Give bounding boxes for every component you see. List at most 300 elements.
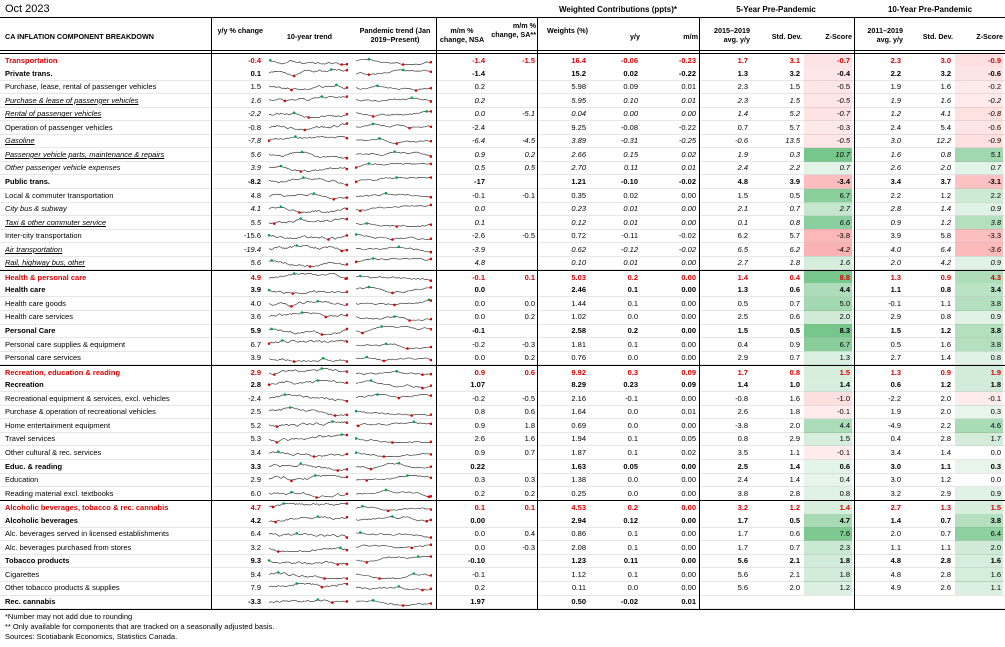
contrib-yy: 0.1 xyxy=(627,339,638,349)
header-weights: Weights (%) xyxy=(547,26,588,35)
five-year-sd: 0.8 xyxy=(789,217,800,227)
ten-year-avg: 1.2 xyxy=(890,109,901,119)
contrib-yy: 0.01 xyxy=(623,258,638,268)
row-name: Education xyxy=(5,475,39,485)
ten-year-avg: 0.9 xyxy=(890,217,901,227)
contrib-yy: 0.0 xyxy=(627,475,638,485)
five-year-avg: 1.5 xyxy=(737,326,748,335)
row-name: City bus & subway xyxy=(5,204,67,214)
weight: 16.4 xyxy=(571,56,586,65)
trend-sparkline xyxy=(268,216,351,230)
trend-sparkline xyxy=(268,419,351,433)
contrib-mm: 0.02 xyxy=(681,447,696,457)
weight: 0.11 xyxy=(571,583,586,593)
five-year-sd: 0.9 xyxy=(789,339,800,349)
ten-year-sd: 0.9 xyxy=(940,367,951,377)
ten-year-avg: 2.4 xyxy=(890,122,901,132)
contrib-mm: 0.00 xyxy=(681,542,696,552)
contrib-yy: 0.1 xyxy=(627,298,638,308)
pandemic-sparkline xyxy=(355,80,435,94)
ten-year-sd: 5.4 xyxy=(940,122,951,132)
weight: 0.72 xyxy=(571,231,586,241)
row-name: Other cultural & rec. services xyxy=(5,447,102,457)
mm-change-nsa: 0.2 xyxy=(474,82,485,92)
five-year-z: -0.1 xyxy=(804,446,852,460)
pandemic-sparkline xyxy=(355,581,435,595)
mm-change-nsa: 0.2 xyxy=(474,95,485,105)
row-name: Alc. beverages served in licensed establishments xyxy=(5,529,169,539)
ten-year-sd: 1.1 xyxy=(940,542,951,552)
five-year-avg: 1.4 xyxy=(737,380,748,390)
weight: 0.86 xyxy=(571,529,586,539)
five-year-sd: 1.0 xyxy=(789,380,800,390)
yy-change: 6.7 xyxy=(250,339,261,349)
row-name: Rental of passenger vehicles xyxy=(5,109,102,119)
five-year-z: 5.0 xyxy=(804,297,852,311)
yy-change: 3.4 xyxy=(250,447,261,457)
five-year-avg: 0.4 xyxy=(737,339,748,349)
weight: 1.44 xyxy=(571,298,586,308)
five-year-sd: 1.8 xyxy=(789,258,800,268)
five-year-sd: 2.1 xyxy=(789,569,800,579)
mm-change-sa: -5.1 xyxy=(522,109,535,119)
five-year-z: 1.3 xyxy=(804,351,852,365)
mm-change-sa: -0.1 xyxy=(522,190,535,200)
trend-sparkline xyxy=(268,541,351,555)
five-year-sd: 0.7 xyxy=(789,353,800,363)
ten-year-sd: 1.2 xyxy=(940,475,951,485)
ten-year-z: 4.3 xyxy=(955,271,1003,284)
five-year-avg: 1.3 xyxy=(737,68,748,78)
contrib-yy: 0.11 xyxy=(623,163,638,173)
yy-change: 3.6 xyxy=(250,312,261,322)
mm-change-sa xyxy=(487,121,537,135)
contrib-mm: -0.02 xyxy=(678,231,696,241)
ten-year-avg xyxy=(855,595,903,609)
weight: 2.70 xyxy=(571,163,586,173)
contrib-mm: 0.00 xyxy=(681,190,696,200)
weight: 1.64 xyxy=(571,407,586,417)
five-year-avg: 5.6 xyxy=(737,556,748,566)
five-year-sd: 3.1 xyxy=(789,56,800,65)
ten-year-z: 3.4 xyxy=(955,283,1003,297)
five-year-sd: 0.7 xyxy=(789,298,800,308)
weight: 1.81 xyxy=(571,339,586,349)
row-name: Transportation xyxy=(5,56,58,65)
contrib-mm: 0.00 xyxy=(681,515,696,525)
pandemic-sparkline xyxy=(355,527,435,541)
pandemic-sparkline xyxy=(355,216,435,230)
ten-year-sd: 1.3 xyxy=(940,503,951,513)
ten-year-sd: 2.0 xyxy=(940,393,951,403)
contrib-yy: 0.05 xyxy=(623,461,638,471)
mm-change-nsa: 0.3 xyxy=(474,475,485,485)
contrib-mm: 0.09 xyxy=(681,380,696,390)
yy-change: -0.4 xyxy=(248,56,261,65)
five-year-z: 7.6 xyxy=(804,527,852,541)
mm-change-nsa: 1.97 xyxy=(470,597,485,606)
mm-change-sa xyxy=(487,175,537,189)
weight: 0.25 xyxy=(571,488,586,498)
ten-year-avg: 1.5 xyxy=(890,326,901,335)
weight: 9.92 xyxy=(571,367,586,377)
trend-sparkline xyxy=(268,595,351,609)
contrib-yy: -0.10 xyxy=(620,176,638,186)
weight: 1.02 xyxy=(571,312,586,322)
five-year-sd: 3.2 xyxy=(789,68,800,78)
trend-sparkline xyxy=(268,297,351,311)
five-year-avg: 2.3 xyxy=(737,95,748,105)
yy-change: 4.8 xyxy=(250,190,261,200)
pandemic-sparkline xyxy=(355,148,435,162)
yy-change: 2.9 xyxy=(250,367,261,377)
ten-year-sd: 2.0 xyxy=(940,407,951,417)
mm-change-sa: -0.5 xyxy=(522,231,535,241)
column-divider xyxy=(699,17,700,609)
trend-sparkline xyxy=(268,107,351,121)
ten-year-avg: 4.0 xyxy=(890,244,901,254)
mm-change-nsa: 1.07 xyxy=(470,380,485,390)
mm-change-sa xyxy=(487,216,537,230)
contrib-yy: -0.12 xyxy=(620,244,638,254)
five-year-avg: 2.9 xyxy=(737,353,748,363)
contrib-mm: 0.00 xyxy=(681,420,696,430)
row-name: Alcoholic beverages, tobacco & rec. cannabis xyxy=(5,503,169,513)
five-year-z: 1.5 xyxy=(804,366,852,379)
weight: 2.46 xyxy=(571,285,586,295)
five-year-sd: 0.4 xyxy=(789,272,800,282)
ten-year-z: 1.7 xyxy=(955,432,1003,446)
ten-year-z: 1.6 xyxy=(955,554,1003,568)
five-year-z: -0.7 xyxy=(804,54,852,67)
weight: 15.2 xyxy=(571,68,586,78)
weight: 0.04 xyxy=(571,109,586,119)
pandemic-sparkline xyxy=(355,134,435,148)
five-year-sd: 0.3 xyxy=(789,149,800,159)
weight: 0.35 xyxy=(571,190,586,200)
ten-year-avg: 1.9 xyxy=(890,407,901,417)
row-name: Purchase & lease of passenger vehicles xyxy=(5,95,139,105)
mm-change-sa xyxy=(487,283,537,297)
weight: 2.08 xyxy=(571,542,586,552)
trend-sparkline xyxy=(268,405,351,419)
ten-year-avg: 1.9 xyxy=(890,95,901,105)
ten-year-avg: 2.3 xyxy=(890,56,901,65)
trend-sparkline xyxy=(268,460,351,474)
footnote-sa: ** Only available for components that are tracked on a seasonally adjusted basis. xyxy=(5,622,275,631)
ten-year-sd: 0.7 xyxy=(940,515,951,525)
ten-year-avg: 1.4 xyxy=(890,515,901,525)
mm-change-sa xyxy=(487,595,537,609)
mm-change-nsa: 0.22 xyxy=(470,461,485,471)
five-year-z xyxy=(804,595,852,609)
ten-year-avg: 2.0 xyxy=(890,529,901,539)
mm-change-nsa: -0.2 xyxy=(472,393,485,403)
five-year-z: 8.3 xyxy=(804,324,852,338)
ten-year-avg: 0.5 xyxy=(890,339,901,349)
row-name: Tobacco products xyxy=(5,556,70,566)
row-name: Recreation, education & reading xyxy=(5,367,121,377)
ten-year-z: 0.9 xyxy=(955,256,1003,270)
yy-change: 1.6 xyxy=(250,95,261,105)
ten-year-z: 2.2 xyxy=(955,189,1003,203)
row-name: Educ. & reading xyxy=(5,461,63,471)
mm-change-nsa: 0.9 xyxy=(474,149,485,159)
header-component: CA INFLATION COMPONENT BREAKDOWN xyxy=(5,32,154,41)
trend-sparkline xyxy=(268,283,351,297)
five-year-z: -0.1 xyxy=(804,405,852,419)
five-year-sd: 1.4 xyxy=(789,461,800,471)
ten-year-sd xyxy=(905,595,953,609)
trend-sparkline xyxy=(268,324,351,338)
mm-change-sa: 0.7 xyxy=(524,447,535,457)
ten-year-sd: 3.2 xyxy=(940,68,951,78)
five-year-sd: 1.6 xyxy=(789,393,800,403)
row-name: Recreational equipment & services, excl. vehicles xyxy=(5,393,170,403)
mm-change-sa: -4.5 xyxy=(522,136,535,146)
five-year-sd: 1.4 xyxy=(789,475,800,485)
five-year-sd: 0.6 xyxy=(789,285,800,295)
five-year-avg: 1.5 xyxy=(737,190,748,200)
five-year-z: 8.8 xyxy=(804,271,852,284)
yy-change: -3.3 xyxy=(248,597,261,606)
contrib-mm: 0.09 xyxy=(681,367,696,377)
five-year-sd: 13.5 xyxy=(785,136,800,146)
row-name: Purchase, lease, rental of passenger vehicles xyxy=(5,82,157,92)
contrib-mm: 0.00 xyxy=(681,461,696,471)
mm-change-nsa: 0.0 xyxy=(474,285,485,295)
mm-change-nsa: -0.1 xyxy=(472,190,485,200)
yy-change: 5.2 xyxy=(250,420,261,430)
ten-year-sd: 1.6 xyxy=(940,82,951,92)
mm-change-sa: 0.6 xyxy=(524,367,535,377)
five-year-z: -0.5 xyxy=(804,134,852,148)
five-year-z: 1.2 xyxy=(804,581,852,595)
five-year-z: 6.7 xyxy=(804,189,852,203)
weight: 5.03 xyxy=(571,272,586,282)
mm-change-nsa: -2.6 xyxy=(472,231,485,241)
five-year-z: 4.4 xyxy=(804,419,852,433)
trend-sparkline xyxy=(268,67,351,81)
weight: 0.50 xyxy=(571,597,586,606)
five-year-avg: 1.4 xyxy=(737,272,748,282)
five-year-sd: 1.2 xyxy=(789,503,800,513)
row-name: Other passenger vehicle expenses xyxy=(5,163,121,173)
mm-change-sa xyxy=(487,243,537,257)
group-ten-year-header: 10-Year Pre-Pandemic xyxy=(887,5,973,14)
footnote-sources: Sources: Scotiabank Economics, Statistics Canada. xyxy=(5,632,178,641)
ten-year-z: 0.7 xyxy=(955,161,1003,175)
weight: 5.95 xyxy=(571,95,586,105)
ten-year-z: 1.1 xyxy=(955,581,1003,595)
yy-change: 2.8 xyxy=(250,380,261,390)
yy-change: -2.2 xyxy=(248,109,261,119)
row-name: Personal Care xyxy=(5,326,56,335)
row-name: Alc. beverages purchased from stores xyxy=(5,542,132,552)
contrib-yy: 0.1 xyxy=(627,569,638,579)
mm-change-sa: 1.6 xyxy=(524,434,535,444)
mm-change-sa: 0.4 xyxy=(524,529,535,539)
pandemic-sparkline xyxy=(355,460,435,474)
five-year-sd: 2.0 xyxy=(789,420,800,430)
mm-change-nsa: -3.9 xyxy=(472,244,485,254)
ten-year-z: 3.8 xyxy=(955,324,1003,338)
five-year-avg xyxy=(700,595,750,609)
ten-year-avg: 3.0 xyxy=(890,136,901,146)
mm-change-nsa: -6.4 xyxy=(472,136,485,146)
yy-change: 2.9 xyxy=(250,475,261,485)
contrib-mm: 0.01 xyxy=(681,407,696,417)
mm-change-sa: 0.3 xyxy=(524,475,535,485)
header-mm-sa: m/m % change, SA** xyxy=(491,21,536,39)
ten-year-z: -0.2 xyxy=(955,80,1003,94)
ten-year-sd: 1.1 xyxy=(940,298,951,308)
ten-year-avg: 3.2 xyxy=(890,488,901,498)
weight: 1.23 xyxy=(571,556,586,566)
ten-year-z: -3.3 xyxy=(955,229,1003,243)
yy-change: 9.4 xyxy=(250,569,261,579)
ten-year-z: -0.2 xyxy=(955,94,1003,108)
mm-change-sa: 0.2 xyxy=(524,149,535,159)
five-year-z: -0.5 xyxy=(804,80,852,94)
ten-year-z: 0.0 xyxy=(990,447,1001,457)
yy-change: 1.5 xyxy=(250,82,261,92)
pandemic-sparkline xyxy=(355,419,435,433)
mm-change-sa xyxy=(487,202,537,216)
row-name: Home entertainment equipment xyxy=(5,420,111,430)
contrib-yy: 0.00 xyxy=(623,109,638,119)
weight: 4.53 xyxy=(571,503,586,513)
weight: 0.76 xyxy=(571,353,586,363)
contrib-mm: 0.00 xyxy=(681,285,696,295)
contrib-yy: 0.1 xyxy=(627,434,638,444)
trend-sparkline xyxy=(268,121,351,135)
contrib-yy: 0.2 xyxy=(627,326,638,335)
five-year-sd: 0.6 xyxy=(789,529,800,539)
pandemic-sparkline xyxy=(355,271,435,284)
pandemic-sparkline xyxy=(355,67,435,81)
ten-year-sd: 5.8 xyxy=(940,231,951,241)
five-year-z: 0.7 xyxy=(804,161,852,175)
mm-change-nsa: 2.6 xyxy=(474,434,485,444)
row-name: Health care goods xyxy=(5,298,66,308)
trend-sparkline xyxy=(268,366,351,379)
weight: 2.94 xyxy=(571,515,586,525)
contrib-mm: 0.00 xyxy=(681,204,696,214)
five-year-z: 1.4 xyxy=(804,501,852,514)
ten-year-z: 3.8 xyxy=(955,216,1003,230)
ten-year-z: 0.9 xyxy=(955,310,1003,324)
trend-sparkline xyxy=(268,501,351,514)
mm-change-sa: -1.5 xyxy=(522,56,535,65)
five-year-avg: 2.6 xyxy=(737,407,748,417)
five-year-z: 1.8 xyxy=(804,554,852,568)
five-year-sd: 0.5 xyxy=(789,326,800,335)
five-year-z: -3.4 xyxy=(804,175,852,189)
trend-sparkline xyxy=(268,473,351,487)
mm-change-sa xyxy=(487,80,537,94)
table-bottom-border xyxy=(0,609,1005,610)
ten-year-avg: 1.9 xyxy=(890,82,901,92)
weight: 2.58 xyxy=(571,326,586,335)
row-name: Operation of passenger vehicles xyxy=(5,122,113,132)
yy-change: -2.4 xyxy=(248,393,261,403)
contrib-yy: 0.02 xyxy=(623,68,638,78)
ten-year-avg: 4.9 xyxy=(890,583,901,593)
ten-year-z: -0.9 xyxy=(955,134,1003,148)
ten-year-z: -3.6 xyxy=(955,243,1003,257)
ten-year-sd: 4.2 xyxy=(940,258,951,268)
trend-sparkline xyxy=(268,568,351,582)
mm-change-sa: 0.1 xyxy=(524,503,535,513)
header-mm: m/m % change, NSA xyxy=(439,26,485,44)
ten-year-sd: 0.9 xyxy=(940,272,951,282)
ten-year-sd: 3.7 xyxy=(940,176,951,186)
ten-year-avg: 2.7 xyxy=(890,503,901,513)
contrib-mm: 0.01 xyxy=(681,95,696,105)
trend-sparkline xyxy=(268,338,351,352)
yy-change: 3.9 xyxy=(250,163,261,173)
pandemic-sparkline xyxy=(355,243,435,257)
row-name: Private trans. xyxy=(5,68,53,78)
weight: 1.21 xyxy=(571,176,586,186)
ten-year-z: 0.9 xyxy=(955,202,1003,216)
ten-year-z: -0.1 xyxy=(955,392,1003,406)
header-five-sd: Std. Dev. xyxy=(771,32,802,41)
row-name: Recreation xyxy=(5,380,44,390)
header-trend: 10-year trend xyxy=(286,32,333,41)
mm-change-nsa: 0.1 xyxy=(474,503,485,513)
ten-year-sd: 2.8 xyxy=(940,569,951,579)
mm-change-nsa: 0.0 xyxy=(474,542,485,552)
ten-year-z: 6.4 xyxy=(955,527,1003,541)
mm-change-nsa: -2.4 xyxy=(472,122,485,132)
trend-sparkline xyxy=(268,487,351,501)
five-year-z: -1.0 xyxy=(804,392,852,406)
ten-year-sd: 0.8 xyxy=(940,312,951,322)
mm-change-nsa: -0.1 xyxy=(472,569,485,579)
five-year-avg: 4.8 xyxy=(737,176,748,186)
contrib-yy: -0.11 xyxy=(621,231,638,241)
contrib-mm: 0.00 xyxy=(681,503,696,513)
five-year-sd: 1.8 xyxy=(789,407,800,417)
weight: 2.66 xyxy=(571,149,586,159)
contrib-yy: 0.11 xyxy=(623,556,638,566)
contrib-yy: 0.0 xyxy=(627,407,638,417)
ten-year-sd: 2.8 xyxy=(940,434,951,444)
yy-change: 3.9 xyxy=(250,353,261,363)
pandemic-sparkline xyxy=(355,554,435,568)
weight: 0.12 xyxy=(571,217,586,227)
five-year-z: 1.4 xyxy=(804,378,852,392)
pandemic-sparkline xyxy=(355,501,435,514)
contrib-mm: -0.22 xyxy=(678,68,696,78)
contrib-mm: -0.25 xyxy=(678,136,696,146)
weight: 0.62 xyxy=(571,244,586,254)
weight: 3.89 xyxy=(571,136,586,146)
ten-year-z: -0.9 xyxy=(955,54,1003,67)
mm-change-sa: 1.8 xyxy=(524,420,535,430)
contrib-yy: 0.1 xyxy=(627,529,638,539)
pandemic-sparkline xyxy=(355,310,435,324)
ten-year-avg: 3.4 xyxy=(890,176,901,186)
trend-sparkline xyxy=(268,256,351,270)
header-ten-avg: 2011–2019 avg. y/y xyxy=(867,26,903,44)
five-year-avg: -3.8 xyxy=(735,420,748,430)
ten-year-z: -0.6 xyxy=(955,121,1003,135)
five-year-sd: 0.7 xyxy=(789,542,800,552)
trend-sparkline xyxy=(268,392,351,406)
